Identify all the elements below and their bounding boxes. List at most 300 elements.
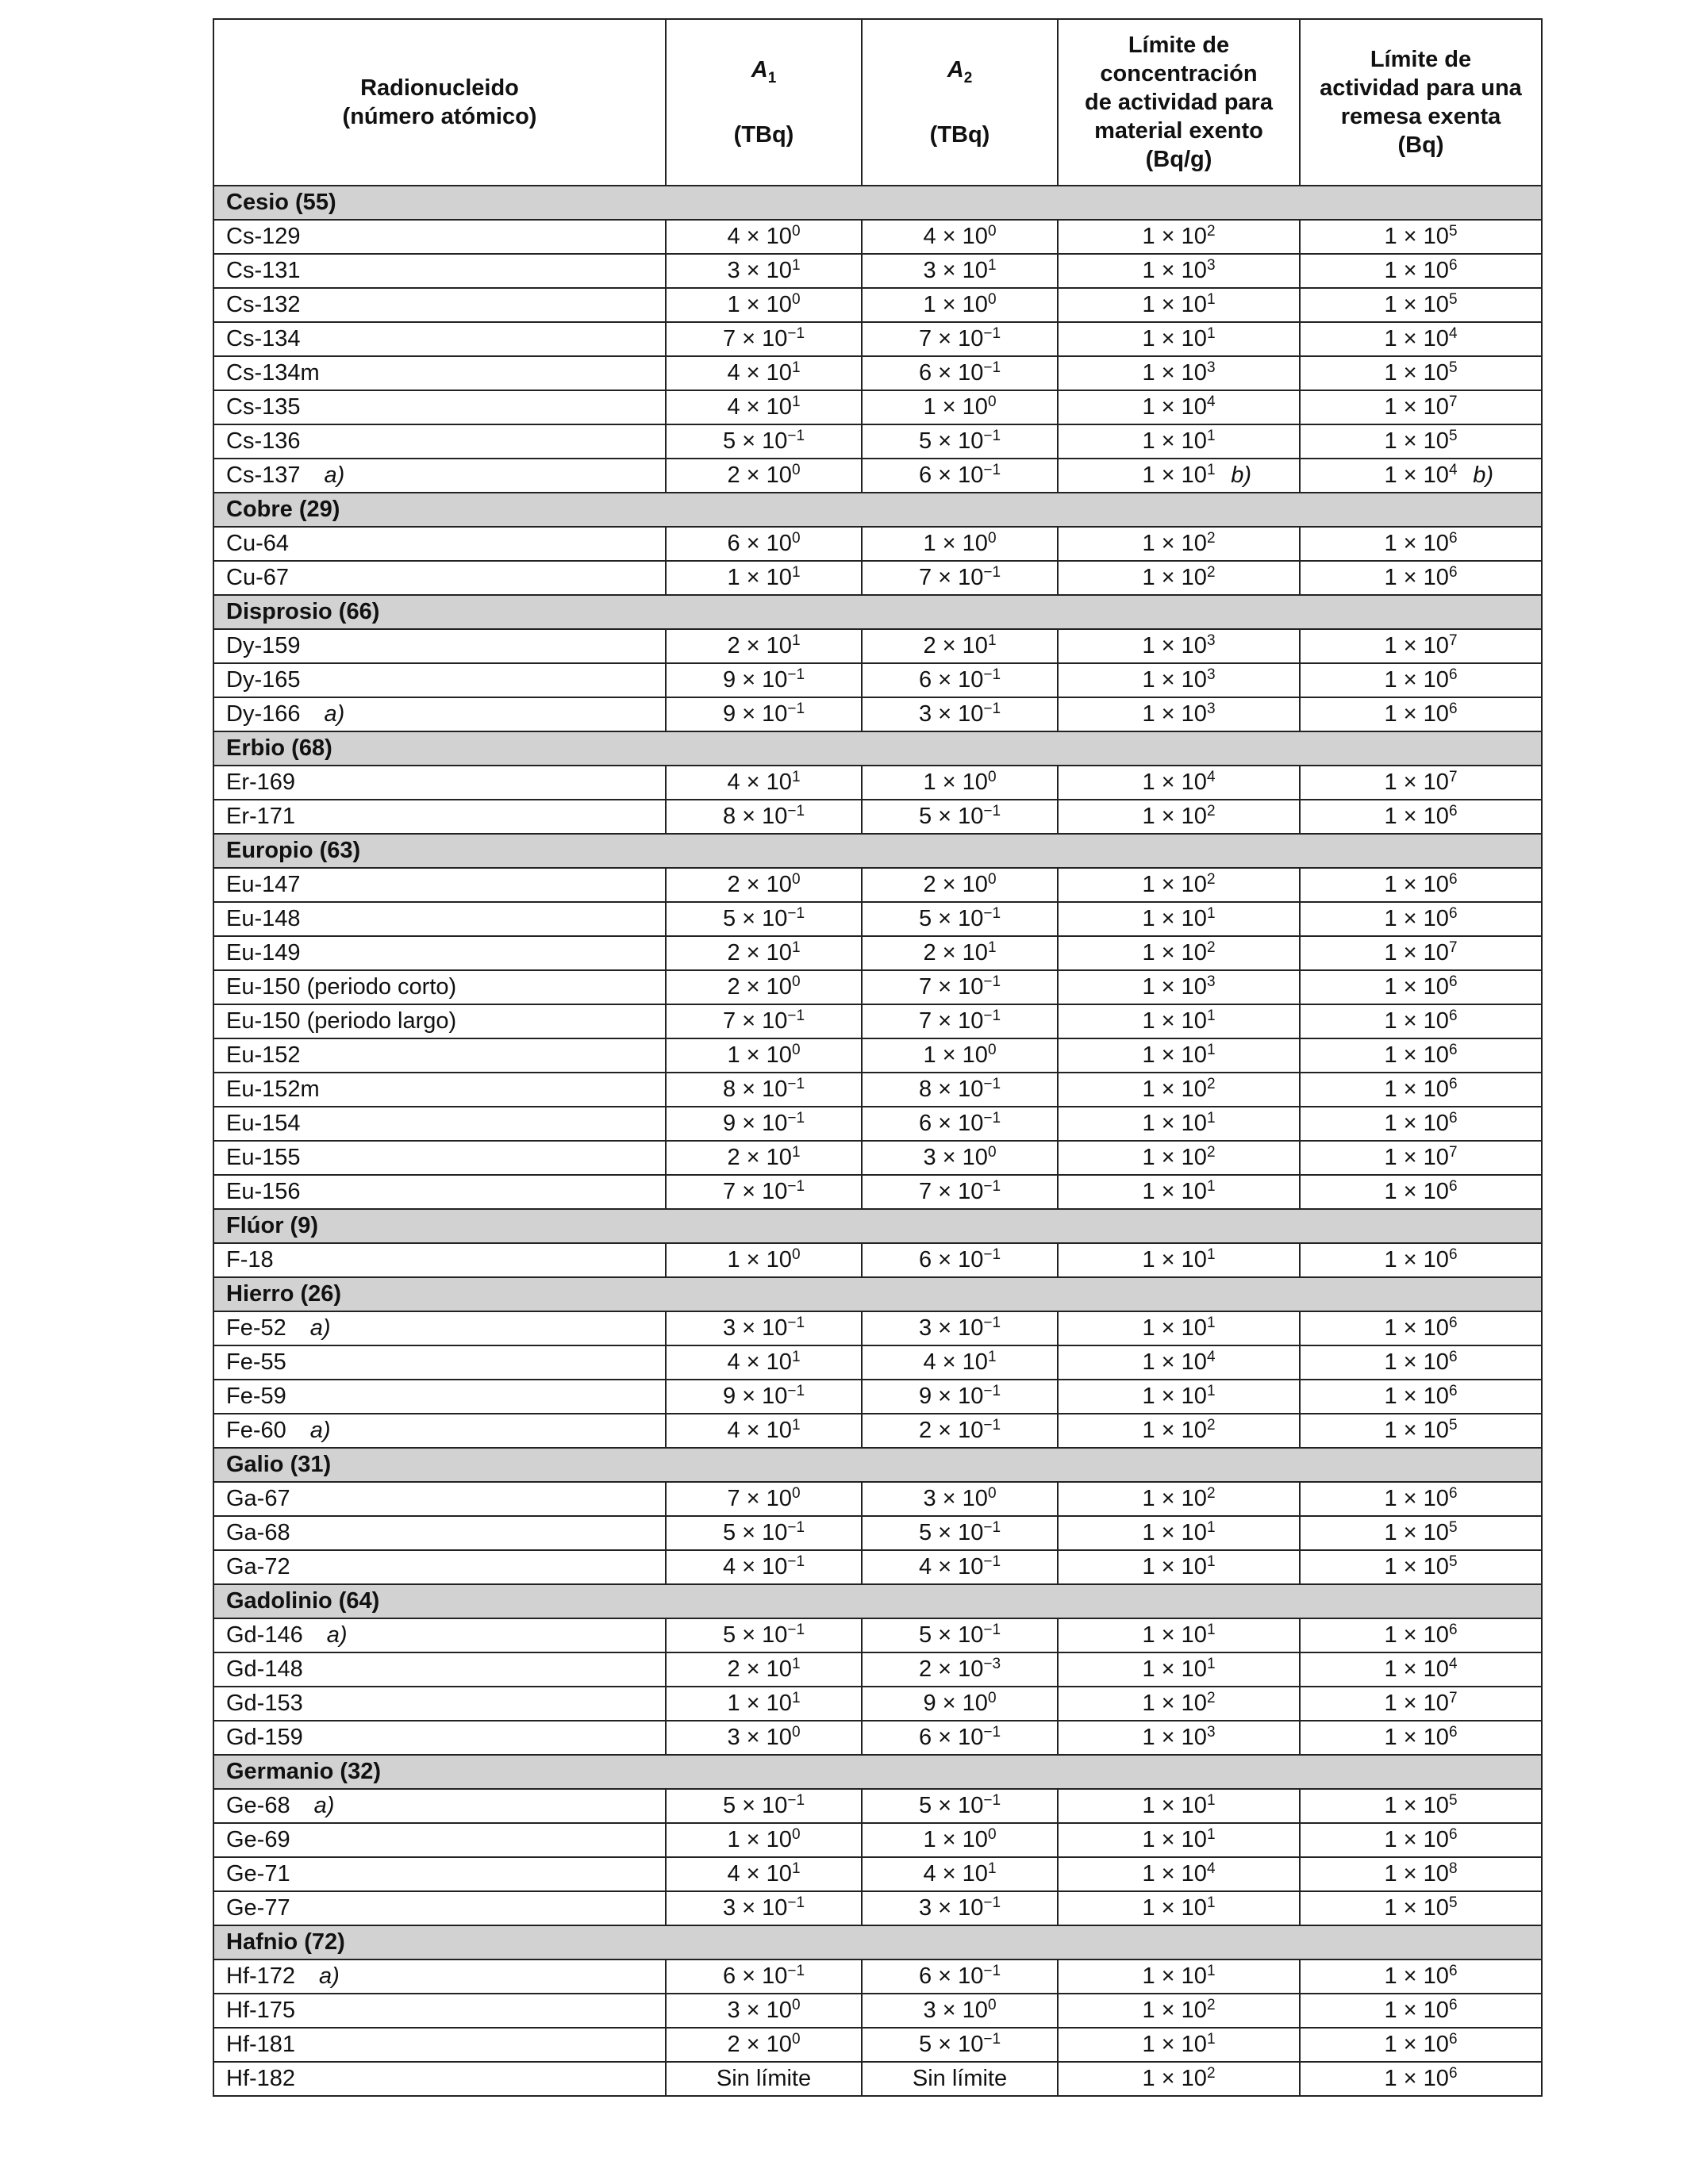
concentration-limit-value (1058, 1345, 1300, 1380)
exponent: 1 (987, 632, 997, 649)
a1-value (666, 697, 862, 731)
mantissa: 1 (923, 1042, 936, 1068)
mantissa: 3 (923, 1145, 936, 1170)
concentration-limit-value (1058, 1959, 1300, 1994)
table-row (213, 1414, 1542, 1448)
nuclide-cell (213, 1141, 666, 1175)
times-ten: × 10 (932, 463, 984, 488)
activity-limit-value (1300, 322, 1542, 356)
times-ten: × 10 (736, 1520, 788, 1545)
concentration-limit-value (1058, 2028, 1300, 2062)
exponent: 0 (987, 769, 997, 785)
a1-value (666, 1516, 862, 1550)
times-ten: × 10 (1155, 633, 1207, 658)
mantissa: 1 (727, 565, 740, 590)
mantissa: 4 (727, 1861, 740, 1887)
activity-limit-value (1300, 1516, 1542, 1550)
times-ten: × 10 (1155, 394, 1207, 420)
exponent: 1 (791, 1860, 801, 1877)
a1-value (666, 1994, 862, 2028)
exponent: −1 (983, 462, 1001, 478)
exponent: 3 (1206, 1724, 1216, 1741)
nuclide-name: Er-171 (226, 804, 296, 829)
element-group-name: Cobre (29) (213, 493, 1542, 527)
times-ten: × 10 (740, 872, 792, 897)
exponent: 4 (1206, 1860, 1216, 1877)
a2-value (862, 1618, 1058, 1652)
exponent: 6 (1448, 666, 1458, 683)
exponent: −1 (787, 325, 805, 342)
table-row (213, 1516, 1542, 1550)
exponent: −1 (787, 1008, 805, 1024)
exponent: 0 (791, 871, 801, 888)
exponent: 0 (987, 871, 997, 888)
nuclide-cell (213, 697, 666, 731)
mantissa: 1 (1142, 292, 1155, 317)
element-group-name: Germanio (32) (213, 1755, 1542, 1789)
exponent: 4 (1206, 769, 1216, 785)
nuclide-cell (213, 1073, 666, 1107)
table-row (213, 1141, 1542, 1175)
times-ten: × 10 (936, 1145, 988, 1170)
mantissa: 1 (1384, 1861, 1397, 1887)
mantissa: 2 (727, 1145, 740, 1170)
nuclide-name: Ga-67 (226, 1486, 290, 1511)
a1-value (666, 288, 862, 322)
mantissa: 2 (727, 2032, 740, 2057)
exponent: 2 (1206, 1690, 1216, 1706)
exponent: 0 (791, 1724, 801, 1741)
times-ten: × 10 (1397, 701, 1449, 727)
times-ten: × 10 (1155, 1349, 1207, 1375)
element-group-row (213, 1925, 1542, 1959)
exponent: 5 (1448, 291, 1458, 308)
nuclide-cell (213, 1891, 666, 1925)
table-row (213, 1004, 1542, 1038)
mantissa: 5 (722, 1622, 736, 1648)
concentration-limit-value (1058, 1823, 1300, 1857)
concentration-limit-value (1058, 1550, 1300, 1584)
times-ten: × 10 (740, 1998, 792, 2023)
mantissa: 3 (918, 1315, 932, 1341)
mantissa: 5 (722, 1793, 736, 1818)
mantissa: 6 (918, 1111, 932, 1136)
times-ten: × 10 (1397, 872, 1449, 897)
times-ten: × 10 (1397, 2032, 1449, 2057)
a2-value (862, 1687, 1058, 1721)
times-ten: × 10 (932, 701, 984, 727)
nuclide-name: Fe-59 (226, 1384, 286, 1409)
times-ten: × 10 (1155, 872, 1207, 897)
mantissa: 1 (1384, 1963, 1397, 1989)
mantissa: 3 (727, 1725, 740, 1750)
mantissa: 1 (1142, 1520, 1155, 1545)
mantissa: 3 (727, 1998, 740, 2023)
exponent: 0 (791, 530, 801, 547)
mantissa: 1 (1384, 360, 1397, 386)
a2-value (862, 1311, 1058, 1345)
exponent: 1 (1206, 1792, 1216, 1809)
element-group-name: Flúor (9) (213, 1209, 1542, 1243)
a2-value (862, 2062, 1058, 2096)
mantissa: 1 (1384, 1895, 1397, 1921)
table-row (213, 1175, 1542, 1209)
nuclide-cell (213, 561, 666, 595)
times-ten: × 10 (1155, 1008, 1207, 1034)
header-activity-limit: Límite de actividad para una remesa exenta (Bq) (1300, 19, 1542, 186)
times-ten: × 10 (736, 1895, 788, 1921)
nuclide-name: F-18 (226, 1247, 274, 1272)
a1-value (666, 936, 862, 970)
concentration-limit-value (1058, 1789, 1300, 1823)
a1-value (666, 1687, 862, 1721)
footnote-mark: a) (326, 1622, 348, 1648)
times-ten: × 10 (932, 1111, 984, 1136)
nuclide-cell (213, 527, 666, 561)
times-ten: × 10 (1155, 1963, 1207, 1989)
times-ten: × 10 (1397, 1520, 1449, 1545)
nuclide-name: Cs-135 (226, 394, 301, 420)
a1-value (666, 1175, 862, 1209)
nuclide-name: Cs-136 (226, 428, 301, 454)
times-ten: × 10 (1155, 1384, 1207, 1409)
a1-value (666, 1141, 862, 1175)
times-ten: × 10 (1155, 1179, 1207, 1204)
times-ten: × 10 (932, 565, 984, 590)
exponent: 1 (1206, 1110, 1216, 1127)
a2-value (862, 663, 1058, 697)
exponent: 7 (1448, 1144, 1458, 1161)
times-ten: × 10 (936, 940, 988, 965)
concentration-limit-value (1058, 1994, 1300, 2028)
a1-value (666, 1959, 862, 1994)
exponent: −1 (787, 1178, 805, 1195)
nuclide-cell (213, 629, 666, 663)
a1-value (666, 2028, 862, 2062)
a2-value (862, 697, 1058, 731)
mantissa: 1 (1142, 1077, 1155, 1102)
mantissa: 9 (918, 1384, 932, 1409)
times-ten: × 10 (1397, 2066, 1449, 2091)
exponent: 0 (987, 530, 997, 547)
activity-limit-value (1300, 288, 1542, 322)
nuclide-name: Fe-52 (226, 1315, 286, 1341)
mantissa: 1 (1142, 565, 1155, 590)
activity-limit-value (1300, 1857, 1542, 1891)
a1-value (666, 800, 862, 834)
mantissa: 3 (722, 1895, 736, 1921)
mantissa: 1 (1384, 974, 1397, 1000)
times-ten: × 10 (1155, 1042, 1207, 1068)
table-row (213, 1550, 1542, 1584)
exponent: 6 (1448, 1246, 1458, 1263)
exponent: 1 (1206, 1383, 1216, 1399)
activity-limit-value (1300, 1175, 1542, 1209)
nuclide-cell (213, 1721, 666, 1755)
nuclide-cell (213, 902, 666, 936)
mantissa: 1 (1142, 1656, 1155, 1682)
exponent: 6 (1448, 1349, 1458, 1365)
times-ten: × 10 (936, 1998, 988, 2023)
exponent: 6 (1448, 803, 1458, 819)
exponent: 2 (1206, 564, 1216, 581)
mantissa: 1 (1384, 428, 1397, 454)
exponent: 5 (1448, 1894, 1458, 1911)
element-group-name: Europio (63) (213, 834, 1542, 868)
exponent: 0 (987, 1485, 997, 1502)
a1-value (666, 1891, 862, 1925)
mantissa: 1 (1142, 1008, 1155, 1034)
times-ten: × 10 (1155, 974, 1207, 1000)
mantissa: 1 (727, 1247, 740, 1272)
exponent: −1 (983, 905, 1001, 922)
times-ten: × 10 (932, 1520, 984, 1545)
exponent: 6 (1448, 564, 1458, 581)
nuclide-cell (213, 2028, 666, 2062)
mantissa: 1 (1384, 292, 1397, 317)
mantissa: 7 (918, 565, 932, 590)
times-ten: × 10 (1397, 1042, 1449, 1068)
times-ten: × 10 (1155, 531, 1207, 556)
a1-value (666, 561, 862, 595)
times-ten: × 10 (1397, 906, 1449, 931)
element-group-row (213, 595, 1542, 629)
mantissa: 5 (722, 906, 736, 931)
table-row (213, 254, 1542, 288)
a2-value (862, 936, 1058, 970)
mantissa: 1 (923, 394, 936, 420)
mantissa: 1 (1142, 1179, 1155, 1204)
mantissa: 1 (1142, 1725, 1155, 1750)
exponent: 6 (1448, 1315, 1458, 1331)
mantissa: 1 (1142, 701, 1155, 727)
nuclide-name: Cs-129 (226, 224, 301, 249)
times-ten: × 10 (1155, 1895, 1207, 1921)
table-row (213, 1789, 1542, 1823)
times-ten: × 10 (1155, 770, 1207, 795)
nuclide-cell (213, 288, 666, 322)
mantissa: 1 (1142, 1111, 1155, 1136)
nuclide-cell (213, 868, 666, 902)
exponent: 7 (1448, 1690, 1458, 1706)
exponent: 6 (1448, 871, 1458, 888)
nuclide-cell (213, 970, 666, 1004)
nuclide-cell (213, 1618, 666, 1652)
mantissa: 4 (727, 360, 740, 386)
table-row (213, 629, 1542, 663)
nuclide-name: Dy-166 (226, 701, 301, 727)
nuclide-cell (213, 1959, 666, 1994)
exponent: 7 (1448, 939, 1458, 956)
nuclide-name: Cs-134 (226, 326, 301, 351)
activity-limit-value (1300, 663, 1542, 697)
exponent: −1 (983, 973, 1001, 990)
nuclide-cell (213, 2062, 666, 2096)
a2-value (862, 459, 1058, 493)
exponent: 6 (1448, 1110, 1458, 1127)
exponent: −1 (983, 1963, 1001, 1979)
exponent: 1 (791, 939, 801, 956)
exponent: 2 (1206, 223, 1216, 240)
times-ten: × 10 (1397, 633, 1449, 658)
times-ten: × 10 (736, 667, 788, 693)
times-ten: × 10 (1155, 1656, 1207, 1682)
mantissa: 1 (1384, 2032, 1397, 2057)
times-ten: × 10 (936, 224, 988, 249)
mantissa: 2 (727, 633, 740, 658)
exponent: 1 (1206, 1553, 1216, 1570)
times-ten: × 10 (932, 667, 984, 693)
concentration-limit-value (1058, 288, 1300, 322)
times-ten: × 10 (936, 1486, 988, 1511)
times-ten: × 10 (736, 1179, 788, 1204)
a2-value (862, 1141, 1058, 1175)
mantissa: 1 (923, 531, 936, 556)
times-ten: × 10 (736, 1384, 788, 1409)
nuclide-name: Hf-182 (226, 2066, 296, 2091)
a1-value (666, 254, 862, 288)
times-ten: × 10 (932, 1077, 984, 1102)
times-ten: × 10 (1155, 1725, 1207, 1750)
table-row (213, 390, 1542, 424)
exponent: 0 (987, 223, 997, 240)
times-ten: × 10 (1397, 1145, 1449, 1170)
times-ten: × 10 (1397, 1384, 1449, 1409)
activity-limit-value (1300, 254, 1542, 288)
activity-limit-value (1300, 561, 1542, 595)
concentration-limit-value (1058, 629, 1300, 663)
concentration-limit-value (1058, 1414, 1300, 1448)
mantissa: 1 (727, 292, 740, 317)
mantissa: 1 (1384, 394, 1397, 420)
mantissa: 1 (1142, 1315, 1155, 1341)
element-group-row (213, 493, 1542, 527)
no-limit-text: Sin límite (716, 2066, 812, 2091)
a2-value (862, 1073, 1058, 1107)
exponent: −1 (983, 564, 1001, 581)
element-group-name: Cesio (55) (213, 186, 1542, 220)
mantissa: 1 (727, 1691, 740, 1716)
mantissa: 5 (918, 428, 932, 454)
exponent: −1 (983, 1724, 1001, 1741)
a2-value (862, 254, 1058, 288)
concentration-limit-value (1058, 459, 1300, 493)
nuclide-cell (213, 1857, 666, 1891)
nuclide-cell (213, 1482, 666, 1516)
a2-value (862, 970, 1058, 1004)
times-ten: × 10 (1397, 394, 1449, 420)
times-ten: × 10 (936, 633, 988, 658)
a2-value (862, 1857, 1058, 1891)
times-ten: × 10 (1155, 1111, 1207, 1136)
times-ten: × 10 (740, 1042, 792, 1068)
exponent: 1 (1206, 1042, 1216, 1058)
times-ten: × 10 (1155, 1554, 1207, 1579)
times-ten: × 10 (1397, 1895, 1449, 1921)
times-ten: × 10 (1155, 1622, 1207, 1648)
activity-limit-value (1300, 1038, 1542, 1073)
nuclide-cell (213, 1345, 666, 1380)
times-ten: × 10 (1155, 428, 1207, 454)
concentration-limit-value (1058, 697, 1300, 731)
concentration-limit-value (1058, 220, 1300, 254)
mantissa: 4 (918, 1554, 932, 1579)
mantissa: 5 (918, 2032, 932, 2057)
exponent: 3 (1206, 973, 1216, 990)
nuclide-name: Cu-67 (226, 565, 289, 590)
exponent: 1 (791, 564, 801, 581)
exponent: 6 (1448, 1997, 1458, 2013)
mantissa: 1 (1384, 1077, 1397, 1102)
mantissa: 1 (923, 292, 936, 317)
times-ten: × 10 (736, 804, 788, 829)
nuclide-cell (213, 220, 666, 254)
exponent: 1 (1206, 1894, 1216, 1911)
mantissa: 3 (923, 1486, 936, 1511)
mantissa: 1 (1384, 463, 1397, 488)
times-ten: × 10 (936, 258, 988, 283)
mantissa: 1 (1142, 1349, 1155, 1375)
exponent: −1 (983, 359, 1001, 376)
exponent: −1 (787, 700, 805, 717)
nuclide-name: Gd-148 (226, 1656, 303, 1682)
exponent: 0 (791, 1246, 801, 1263)
mantissa: 6 (918, 463, 932, 488)
activity-limit-value (1300, 1891, 1542, 1925)
nuclide-name: Cs-134m (226, 360, 320, 386)
times-ten: × 10 (1397, 292, 1449, 317)
nuclide-name: Fe-55 (226, 1349, 286, 1375)
table-row (213, 356, 1542, 390)
times-ten: × 10 (736, 1554, 788, 1579)
table-row (213, 527, 1542, 561)
exponent: 4 (1448, 1656, 1458, 1672)
activity-limit-value (1300, 1823, 1542, 1857)
times-ten: × 10 (1155, 1691, 1207, 1716)
nuclide-cell (213, 1038, 666, 1073)
mantissa: 1 (1142, 974, 1155, 1000)
times-ten: × 10 (1397, 804, 1449, 829)
times-ten: × 10 (740, 224, 792, 249)
mantissa: 1 (1384, 1042, 1397, 1068)
exponent: 1 (1206, 325, 1216, 342)
activity-limit-value (1300, 800, 1542, 834)
exponent: −1 (983, 428, 1001, 444)
mantissa: 1 (1142, 2032, 1155, 2057)
exponent: 1 (987, 1860, 997, 1877)
element-group-name: Gadolinio (64) (213, 1584, 1542, 1618)
mantissa: 6 (918, 667, 932, 693)
times-ten: × 10 (1155, 224, 1207, 249)
mantissa: 7 (722, 1008, 736, 1034)
times-ten: × 10 (1155, 667, 1207, 693)
times-ten: × 10 (740, 1827, 792, 1852)
nuclide-name: Cs-131 (226, 258, 301, 283)
activity-limit-value (1300, 2062, 1542, 2096)
times-ten: × 10 (1155, 804, 1207, 829)
exponent: 6 (1448, 1008, 1458, 1024)
mantissa: 1 (1142, 804, 1155, 829)
exponent: 1 (791, 632, 801, 649)
no-limit-text: Sin límite (912, 2066, 1008, 2091)
times-ten: × 10 (740, 1418, 792, 1443)
mantissa: 4 (727, 224, 740, 249)
exponent: 1 (791, 1349, 801, 1365)
exponent: 1 (1206, 428, 1216, 444)
mantissa: 1 (1142, 394, 1155, 420)
element-group-row (213, 834, 1542, 868)
nuclide-cell (213, 766, 666, 800)
